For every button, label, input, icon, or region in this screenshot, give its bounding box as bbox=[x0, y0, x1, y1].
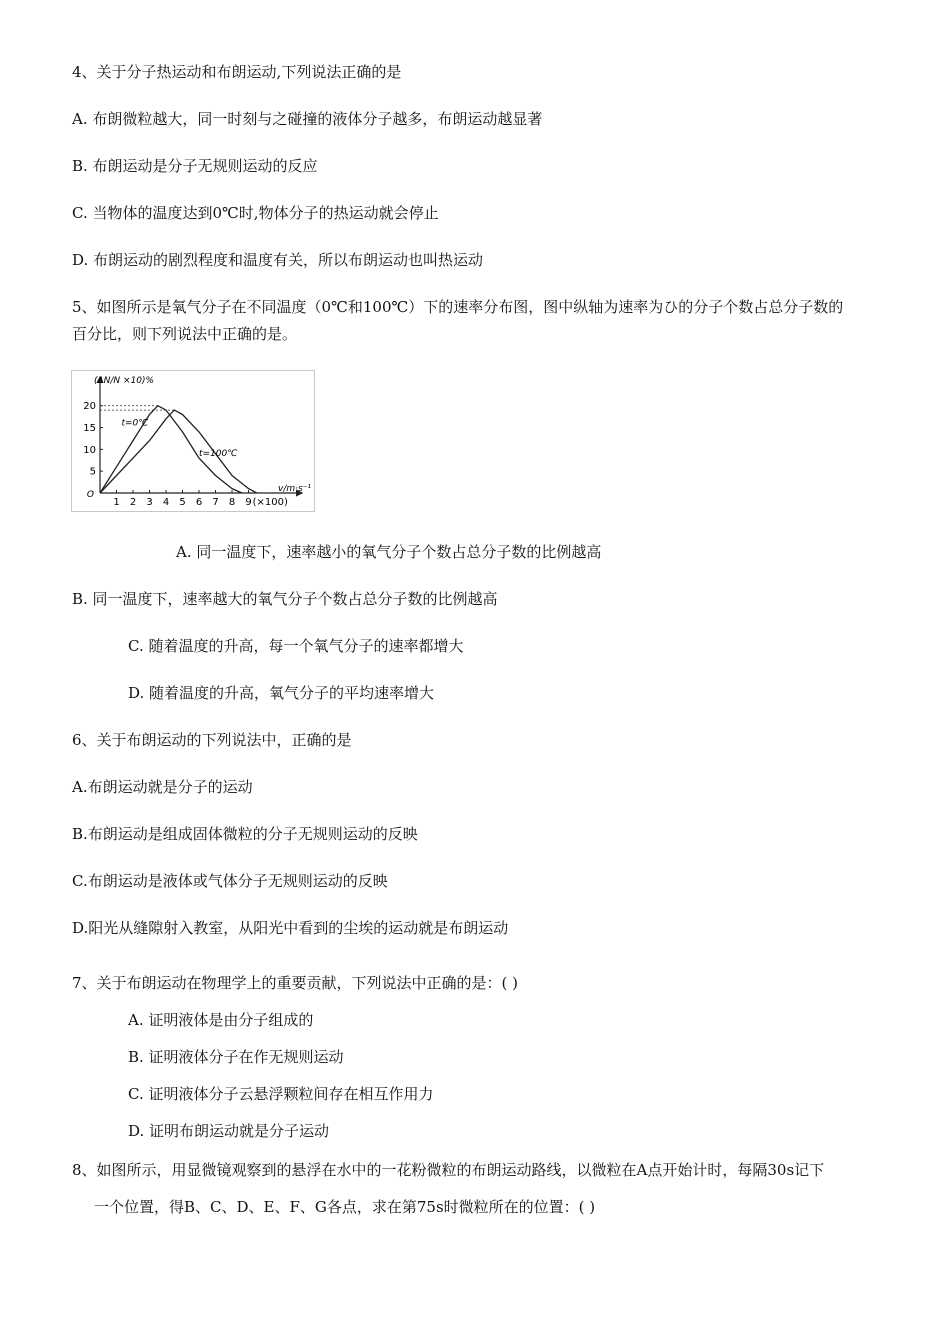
x-tick-label: 2 bbox=[129, 497, 137, 508]
q5-option-d: D. 随着温度的升高，氧气分子的平均速率增大 bbox=[128, 684, 435, 702]
y-tick-label: 20 bbox=[83, 401, 96, 413]
q6-option-a: A.布朗运动就是分子的运动 bbox=[72, 778, 253, 796]
x-tick-label: 5 bbox=[179, 497, 186, 508]
q5-stem-line1: 5、如图所示是氧气分子在不同温度（0℃和100℃）下的速率分布图，图中纵轴为速率为ひ的分子个数占总分子数的 bbox=[72, 298, 844, 316]
x-unit-note: (×100) bbox=[252, 497, 288, 508]
y-axis-label: (ΔN/N ×10)% bbox=[94, 376, 155, 386]
q8-stem-line2: 一个位置，得B、C、D、E、F、G各点，求在第75s时微粒所在的位置：( ) bbox=[94, 1198, 596, 1216]
chart-svg bbox=[72, 371, 314, 511]
q4-option-a: A. 布朗微粒越大，同一时刻与之碰撞的液体分子越多，布朗运动越显著 bbox=[72, 110, 543, 128]
q4-option-c: C. 当物体的温度达到0℃时,物体分子的热运动就会停止 bbox=[72, 204, 439, 222]
q6-option-c: C.布朗运动是液体或气体分子无规则运动的反映 bbox=[72, 872, 388, 890]
q5-option-a: A. 同一温度下，速率越小的氧气分子个数占总分子数的比例越高 bbox=[176, 543, 602, 561]
q6-option-d: D.阳光从缝隙射入教室，从阳光中看到的尘埃的运动就是布朗运动 bbox=[72, 919, 509, 937]
q7-option-d: D. 证明布朗运动就是分子运动 bbox=[128, 1122, 330, 1140]
q7-option-b: B. 证明液体分子在作无规则运动 bbox=[128, 1048, 344, 1066]
q4-option-b: B. 布朗运动是分子无规则运动的反应 bbox=[72, 157, 318, 175]
y-tick-label: 10 bbox=[83, 444, 96, 456]
origin-label: O bbox=[86, 490, 94, 500]
series-label: t=0℃ bbox=[121, 418, 149, 429]
y-tick-label: 5 bbox=[89, 466, 96, 478]
y-tick-label: 15 bbox=[83, 423, 96, 435]
x-tick-label: 9 bbox=[245, 497, 252, 508]
x-tick-label: 3 bbox=[146, 497, 153, 508]
q5-stem-line2: 百分比，则下列说法中正确的是。 bbox=[72, 325, 298, 343]
q4-option-d: D. 布朗运动的剧烈程度和温度有关，所以布朗运动也叫热运动 bbox=[72, 251, 484, 269]
q5-option-c: C. 随着温度的升高，每一个氧气分子的速率都增大 bbox=[128, 637, 464, 655]
x-axis-label: v/m·s⁻¹ bbox=[278, 484, 312, 494]
x-tick-label: 8 bbox=[228, 497, 236, 508]
q6-option-b: B.布朗运动是组成固体微粒的分子无规则运动的反映 bbox=[72, 825, 418, 843]
q4-stem: 4、关于分子热运动和布朗运动,下列说法正确的是 bbox=[72, 63, 402, 81]
q7-option-a: A. 证明液体是由分子组成的 bbox=[128, 1011, 314, 1029]
series-label: t=100℃ bbox=[199, 448, 238, 459]
x-tick-label: 4 bbox=[162, 497, 170, 508]
q5-option-b: B. 同一温度下，速率越大的氧气分子个数占总分子数的比例越高 bbox=[72, 590, 498, 608]
q7-stem: 7、关于布朗运动在物理学上的重要贡献，下列说法中正确的是：( ) bbox=[72, 974, 519, 992]
q8-stem-line1: 8、如图所示，用显微镜观察到的悬浮在水中的一花粉微粒的布朗运动路线，以微粒在A点开始计时，每隔30s记下 bbox=[72, 1161, 825, 1179]
speed-distribution-chart bbox=[71, 370, 315, 512]
x-tick-label: 6 bbox=[195, 497, 203, 508]
x-tick-label: 1 bbox=[113, 497, 120, 508]
q7-option-c: C. 证明液体分子云悬浮颗粒间存在相互作用力 bbox=[128, 1085, 434, 1103]
q6-stem: 6、关于布朗运动的下列说法中，正确的是 bbox=[72, 731, 352, 749]
x-tick-label: 7 bbox=[212, 497, 219, 508]
